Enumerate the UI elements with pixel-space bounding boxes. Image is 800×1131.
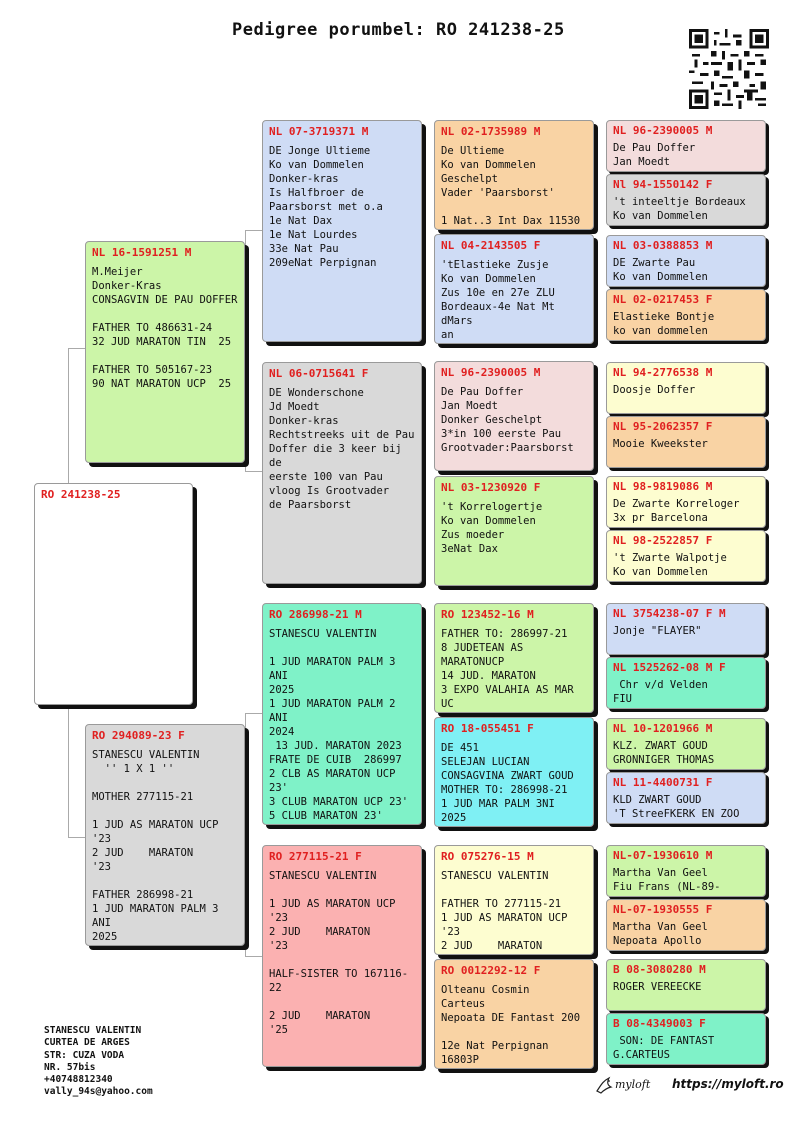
pigeon-notes: STANESCU VALENTIN FATHER TO 277115-21 1 JUD AS MARATON UCP '23 2 JUD MARATON	[441, 870, 568, 952]
pigeon-notes: 't inteeltje Bordeaux Ko van Dommelen	[613, 196, 746, 222]
ring-number: RO 075276-15 M	[441, 850, 534, 863]
ring-number: RO 277115-21 F	[269, 850, 362, 863]
gen4-card	[606, 235, 766, 287]
owner-line: NR. 57bis	[44, 1061, 96, 1073]
gen3-card	[434, 845, 594, 955]
pigeon-notes: DE Wonderschone Jd Moedt Donker-kras Rechtstreeks uit de Pau Doffer die 3 keer bij de eerste 100 van Pau vloog Is Grootvader de Paarsborst	[269, 387, 415, 511]
gen4-card	[606, 120, 766, 172]
pigeon-notes: Martha Van Geel Nepoata Apollo	[613, 921, 708, 947]
ring-number: NL 96-2390005 M	[613, 124, 713, 137]
pigeon-notes: 't Zwarte Walpotje Ko van Dommelen	[613, 552, 727, 578]
ring-number: RO 294089-23 F	[92, 729, 185, 742]
gen4-card	[606, 416, 766, 468]
pigeon-notes: Martha Van Geel Fiu Frans (NL-89-	[613, 867, 721, 893]
ring-number: NL 03-0388853 M	[613, 239, 713, 252]
gen3-card	[434, 476, 594, 586]
ring-number: NL 10-1201966 M	[613, 722, 713, 735]
sire-dam-card	[262, 362, 422, 584]
gen4-card	[606, 845, 766, 897]
ring-number: NL 07-3719371 M	[269, 125, 369, 138]
gen4-card	[606, 362, 766, 414]
pigeon-notes: Chr v/d Velden FIU	[613, 679, 708, 705]
pigeon-notes: Olteanu Cosmin Carteus Nepoata DE Fantast 200 12e Nat Perpignan 16803P	[441, 984, 581, 1066]
gen4-card	[606, 476, 766, 528]
owner-info	[44, 1025, 153, 1099]
ring-number: RO 0012292-12 F	[441, 964, 541, 977]
gen3-card	[434, 717, 594, 827]
pigeon-notes: SON: DE FANTAST G.CARTEUS	[613, 1035, 715, 1061]
gen4-card	[606, 603, 766, 655]
gen4-card	[606, 899, 766, 951]
ring-number: NL 02-0217453 F	[613, 293, 713, 306]
gen3-card	[434, 120, 594, 230]
page-title: Pedigree porumbel: RO 241238-25	[232, 20, 565, 40]
dam-dam-card	[262, 845, 422, 1067]
gen3-card	[434, 234, 594, 344]
pigeon-notes: DE Jonge Ultieme Ko van Dommelen Donker-kras Is Halfbroer de Paarsborst met o.a 1e Nat Dax 1e Nat Lourdes 33e Nat Pau 209eNat Perpignan	[269, 145, 383, 269]
ring-number: Nl 94-1550142 F	[613, 178, 713, 191]
pigeon-notes: De Pau Doffer Jan Moedt	[613, 142, 696, 168]
site-link[interactable]: https://myloft.ro	[672, 1077, 784, 1091]
dam-card	[85, 724, 245, 946]
pigeon-notes: STANESCU VALENTIN 1 JUD MARATON PALM 3 ANI 2025 1 JUD MARATON PALM 2 ANI 2024 13 JUD. MARATON 2023 FRATE DE CUIB 286997 2 CLB AS MARATON UCP 23' 3 CLUB MARATON UCP 23' 5 CLUB MARATON 23'	[269, 628, 409, 822]
pigeon-notes: KLZ. ZWART GOUD GRONNIGER THOMAS	[613, 740, 715, 766]
pigeon-notes: De Pau Doffer Jan Moedt Donker Geschelpt 3*in 100 eerste Pau Grootvader:Paarsborst	[441, 386, 574, 454]
brand-name: myloft	[615, 1078, 651, 1091]
gen4-card	[606, 718, 766, 770]
pigeon-notes: 'tElastieke Zusje Ko van Dommelen Zus 10e en 27e ZLU Bordeaux-4e Nat Mt dMars an	[441, 259, 555, 341]
ring-number: NL-07-1930610 M	[613, 849, 713, 862]
pigeon-notes: Elastieke Bontje ko van dommelen	[613, 311, 715, 337]
ring-number: NL 95-2062357 F	[613, 420, 713, 433]
owner-line: STR: CUZA VODA	[44, 1049, 125, 1061]
dam-sire-card	[262, 603, 422, 825]
ring-number: NL-07-1930555 F	[613, 903, 713, 916]
pigeon-notes: Mooie Kweekster	[613, 438, 708, 450]
gen4-card	[606, 959, 766, 1011]
pigeon-notes: DE Zwarte Pau Ko van Dommelen	[613, 257, 708, 283]
ring-number: RO 286998-21 M	[269, 608, 362, 621]
pigeon-notes: De Ultieme Ko van Dommelen Geschelpt Vader 'Paarsborst' 1 Nat..3 Int Dax 11530	[441, 145, 581, 227]
ring-number: NL 3754238-07 F M	[613, 607, 726, 620]
pigeon-notes: Jonje "FLAYER"	[613, 625, 702, 637]
ring-number: NL 94-2776538 M	[613, 366, 713, 379]
owner-line: CURTEA DE ARGES	[44, 1037, 130, 1049]
ring-number: RO 18-055451 F	[441, 722, 534, 735]
connector-line	[245, 230, 263, 231]
ring-number: NL 11-4400731 F	[613, 776, 713, 789]
pigeon-logo-icon	[595, 1075, 615, 1095]
owner-line: +40748812340	[44, 1074, 113, 1086]
pigeon-notes: FATHER TO: 286997-21 8 JUDETEAN AS MARATONUCP 14 JUD. MARATON 3 EXPO VALAHIA AS MAR UC	[441, 628, 574, 710]
ring-number: NL 1525262-08 M F	[613, 661, 726, 674]
connector-line	[245, 471, 263, 472]
pigeon-notes: De Zwarte Korreloger 3x pr Barcelona	[613, 498, 740, 524]
ring-number: NL 04-2143505 F	[441, 239, 541, 252]
ring-number: NL 96-2390005 M	[441, 366, 541, 379]
ring-number: NL 02-1735989 M	[441, 125, 541, 138]
pigeon-notes: Doosje Doffer	[613, 384, 696, 396]
ring-number: RO 241238-25	[41, 488, 121, 501]
gen4-card	[606, 174, 766, 226]
connector-line	[245, 713, 263, 714]
gen3-card	[434, 959, 594, 1069]
ring-number: B 08-4349003 F	[613, 1017, 706, 1030]
ring-number: NL 06-0715641 F	[269, 367, 369, 380]
subject-card	[34, 483, 193, 705]
sire-sire-card	[262, 120, 422, 342]
pigeon-notes: 't Korrelogertje Ko van Dommelen Zus moeder 3eNat Dax	[441, 501, 543, 555]
pigeon-notes: KLD ZWART GOUD 'T StreeFKERK EN ZOO	[613, 794, 740, 820]
gen4-card	[606, 657, 766, 709]
gen4-card	[606, 1013, 766, 1065]
gen3-card	[434, 361, 594, 471]
qr-code-icon	[689, 29, 769, 109]
ring-number: NL 16-1591251 M	[92, 246, 192, 259]
sire-card	[85, 241, 245, 463]
gen4-card	[606, 289, 766, 341]
owner-line: STANESCU VALENTIN	[44, 1025, 142, 1036]
pigeon-notes: M.Meijer Donker-Kras CONSAGVIN DE PAU DOFFER FATHER TO 486631-24 32 JUD MARATON TIN 25 FATHER TO 505167-23 90 NAT MARATON UCP 25	[92, 266, 238, 390]
pigeon-notes: STANESCU VALENTIN '' 1 X 1 '' MOTHER 277115-21 1 JUD AS MARATON UCP '23 2 JUD MARATON '23 FATHER 286998-21 1 JUD MARATON PALM 3 ANI 2025	[92, 749, 219, 943]
ring-number: NL 03-1230920 F	[441, 481, 541, 494]
owner-line: vally_94s@yahoo.com	[44, 1086, 153, 1098]
ring-number: RO 123452-16 M	[441, 608, 534, 621]
ring-number: NL 98-2522857 F	[613, 534, 713, 547]
pigeon-notes: ROGER VEREECKE	[613, 981, 702, 993]
gen3-card	[434, 603, 594, 713]
ring-number: NL 98-9819086 M	[613, 480, 713, 493]
gen4-card	[606, 530, 766, 582]
gen4-card	[606, 772, 766, 824]
connector-line	[245, 956, 263, 957]
pigeon-notes: STANESCU VALENTIN 1 JUD AS MARATON UCP '23 2 JUD MARATON '23 HALF-SISTER TO 167116-22 2 JUD MARATON '25	[269, 870, 409, 1036]
ring-number: B 08-3080280 M	[613, 963, 706, 976]
pigeon-notes: DE 451 SELEJAN LUCIAN CONSAGVINA ZWART GOUD MOTHER TO: 286998-21 1 JUD MAR PALM 3NI 2025	[441, 742, 574, 824]
